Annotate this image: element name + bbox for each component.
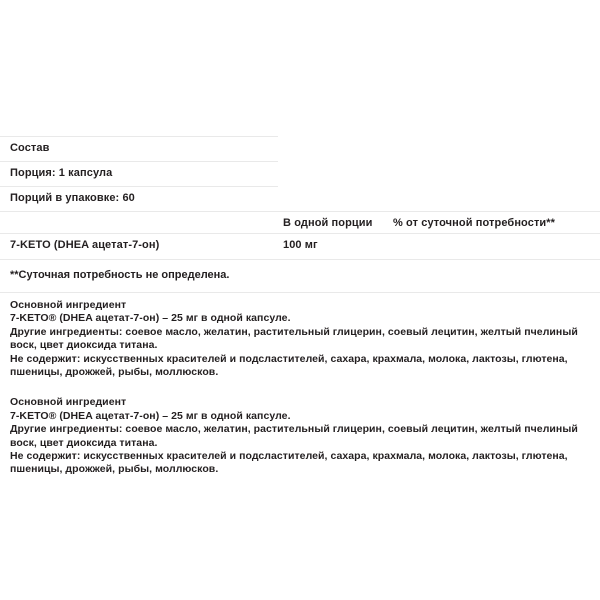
ingredient-other: Другие ингредиенты: соевое масло, желатин, растительный глицерин, соевый лецитин, желтый пчелиный воск, цвет диоксида титана. [10, 423, 578, 449]
ingredient-heading: Основной ингредиент [10, 396, 127, 409]
ingredient-free-of: Не содержит: искусственных красителей и подсластителей, сахара, крахмала, молока, лактозы, глютена, пшеницы, дрожжей, рыбы, моллюсков. [10, 352, 568, 379]
table-row-composition [0, 136, 600, 161]
table-row-nutrient [0, 233, 600, 259]
nutrient-amount: 100 мг [283, 239, 318, 251]
supplement-facts-table [0, 136, 600, 286]
ingredient-main: 7-KETO® (DHEA ацетат-7-он) – 25 мг в одной капсуле. [10, 312, 291, 325]
table-row-servings-per-container [0, 186, 600, 211]
ingredients-section [0, 292, 600, 487]
nutrient-name: 7-KETO (DHEA ацетат-7-он) [10, 239, 160, 251]
table-footnote-row [0, 259, 600, 286]
ingredient-other: Другие ингредиенты: соевое масло, желатин, растительный глицерин, соевый лецитин, желтый пчелиный воск, цвет диоксида титана. [10, 325, 578, 352]
ingredient-block [0, 389, 600, 486]
column-header-amount-per-serving: В одной порции [283, 217, 373, 229]
ingredient-block [0, 292, 600, 389]
serving-size-label: Порция: 1 капсула [10, 167, 113, 179]
ingredient-free-of: Не содержит: искусственных красителей и подсластителей, сахара, крахмала, молока, лактозы, глютена, пшеницы, дрожжей, рыбы, моллюсков. [10, 450, 568, 476]
composition-label: Состав [10, 142, 50, 154]
table-row-serving-size [0, 161, 600, 186]
table-header-row [0, 211, 600, 233]
ingredient-main: 7-KETO® (DHEA ацетат-7-он) – 25 мг в одной капсуле. [10, 409, 291, 422]
daily-value-footnote: **Суточная потребность не определена. [10, 269, 230, 281]
ingredient-heading: Основной ингредиент [10, 299, 127, 311]
column-header-daily-value: % от суточной потребности** [393, 217, 556, 229]
servings-per-container-label: Порций в упаковке: 60 [10, 192, 135, 204]
